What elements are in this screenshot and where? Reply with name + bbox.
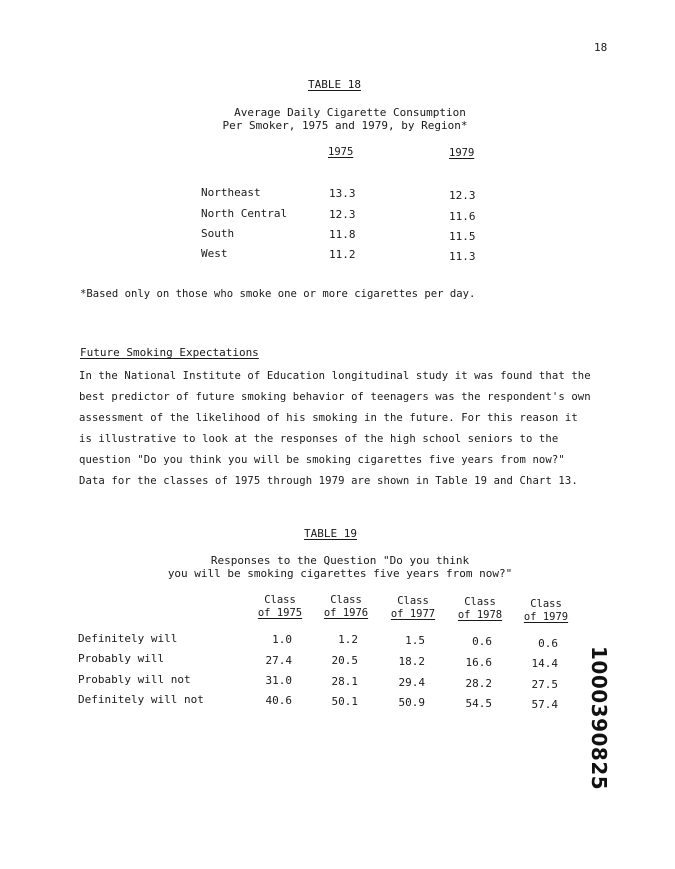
table-18-label: TABLE 18 (308, 78, 361, 91)
value-1975: 13.3 (329, 187, 356, 200)
value-1979: 11.6 (449, 210, 476, 223)
paragraph-line: Data for the classes of 1975 through 1979 are shown in Table 19 and Chart 13. (79, 475, 578, 487)
section-paragraph (79, 366, 619, 492)
row-label: Probably will not (78, 673, 191, 686)
cell-value: 0.6 (538, 637, 558, 650)
cell-value: 28.1 (331, 675, 358, 688)
table-19-caption-line2: you will be smoking cigarettes five years from now?" (167, 567, 513, 580)
cell-value: 14.4 (531, 657, 558, 670)
cell-value: 54.5 (465, 697, 492, 710)
region-label: Northeast (201, 186, 261, 199)
table-18-col-1979: 1979 (449, 147, 475, 159)
cell-value: 27.5 (531, 678, 558, 691)
cell-value: 50.9 (398, 696, 425, 709)
region-label: West (201, 247, 228, 260)
value-1979: 11.3 (449, 250, 476, 263)
table-19-caption-line1: Responses to the Question "Do you think (210, 554, 470, 567)
column-header-top: Class (530, 598, 562, 610)
column-header-bottom: of 1977 (390, 608, 436, 620)
table-18-footnote: *Based only on those who smoke one or more cigarettes per day. (80, 288, 476, 300)
page-number: 18 (594, 41, 608, 54)
paragraph-line: best predictor of future smoking behavior of teenagers was the respondent's own (79, 391, 591, 403)
column-header-bottom: of 1978 (457, 609, 503, 621)
column-header-top: Class (330, 594, 362, 606)
cell-value: 20.5 (331, 654, 358, 667)
paragraph-line: question "Do you think you will be smoking cigarettes five years from now?" (79, 454, 565, 466)
column-header-top: Class (464, 596, 496, 608)
value-1975: 12.3 (329, 208, 356, 221)
value-1979: 11.5 (449, 230, 476, 243)
document-id-stamp: 1000390825 (587, 646, 611, 791)
cell-value: 1.0 (272, 633, 292, 646)
table-18-col-1975: 1975 (328, 146, 354, 158)
value-1975: 11.8 (329, 228, 356, 241)
paragraph-line: assessment of the likelihood of his smoking in the future. For this reason it (79, 412, 578, 424)
paragraph-line: In the National Institute of Education longitudinal study it was found that the (79, 370, 591, 382)
column-header-bottom: of 1979 (523, 611, 569, 623)
table-18-caption-line2: Per Smoker, 1975 and 1979, by Region* (222, 119, 468, 132)
cell-value: 16.6 (465, 656, 492, 669)
region-label: South (201, 227, 235, 240)
value-1979: 12.3 (449, 189, 476, 202)
row-label: Definitely will (78, 632, 178, 645)
table-18-caption-line1: Average Daily Cigarette Consumption (234, 106, 466, 119)
region-label: North Central (201, 207, 288, 220)
cell-value: 40.6 (265, 694, 292, 707)
cell-value: 18.2 (398, 655, 425, 668)
cell-value: 1.5 (405, 634, 425, 647)
cell-value: 57.4 (531, 698, 558, 711)
row-label: Probably will (78, 652, 165, 665)
cell-value: 28.2 (465, 677, 492, 690)
cell-value: 27.4 (265, 654, 292, 667)
cell-value: 0.6 (472, 635, 492, 648)
table-19-label: TABLE 19 (304, 527, 357, 540)
cell-value: 29.4 (398, 676, 425, 689)
column-header-bottom: of 1976 (323, 607, 369, 619)
cell-value: 31.0 (265, 674, 292, 687)
cell-value: 1.2 (338, 633, 358, 646)
row-label: Definitely will not (78, 693, 204, 706)
paragraph-line: is illustrative to look at the responses of the high school seniors to the (79, 433, 559, 445)
column-header-bottom: of 1975 (257, 607, 303, 619)
section-heading: Future Smoking Expectations (80, 346, 259, 359)
value-1975: 11.2 (329, 248, 356, 261)
column-header-top: Class (264, 594, 296, 606)
column-header-top: Class (397, 595, 429, 607)
cell-value: 50.1 (331, 695, 358, 708)
